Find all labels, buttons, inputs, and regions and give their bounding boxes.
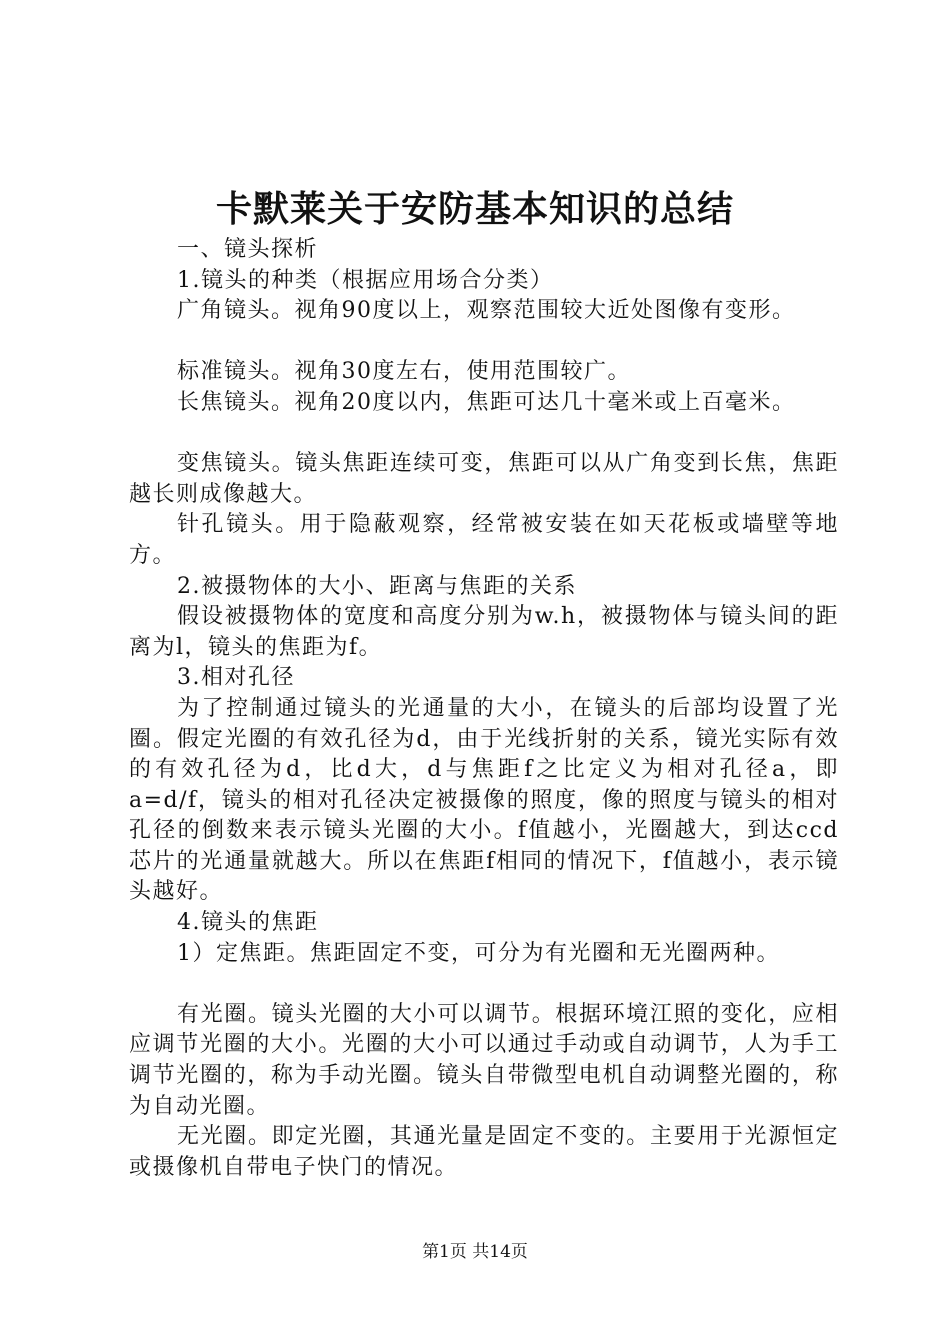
paragraph: 假设被摄物体的宽度和高度分别为w.h，被摄物体与镜头间的距离为l，镜头的焦距为f。 xyxy=(129,604,839,660)
subsection-heading: 1.镜头的种类（根据应用场合分类） xyxy=(177,267,554,293)
subsection-heading: 2.被摄物体的大小、距离与焦距的关系 xyxy=(177,573,577,599)
paragraph: 长焦镜头。视角20度以内，焦距可达几十毫米或上百毫米。 xyxy=(177,389,796,415)
blank-line xyxy=(129,969,839,1000)
paragraph: 变焦镜头。镜头焦距连续可变，焦距可以从广角变到长焦，焦距越长则成像越大。 xyxy=(129,451,839,507)
blank-line xyxy=(129,327,839,358)
paragraph: 1）定焦距。焦距固定不变，可分为有光圈和无光圈两种。 xyxy=(177,940,780,966)
page-footer: 第1页 共14页 xyxy=(422,1242,528,1262)
paragraph: 针孔镜头。用于隐蔽观察，经常被安装在如天花板或墙壁等地方。 xyxy=(129,512,839,568)
subsection-heading: 4.镜头的焦距 xyxy=(177,910,319,936)
paragraph: 为了控制通过镜头的光通量的大小，在镜头的后部均设置了光圈。假定光圈的有效孔径为d，由于光线折射的关系，镜光实际有效的有效孔径为d，比d大，d与焦距f之比定义为相对孔径a，即a=d/f，镜头的相对孔径决定被摄像的照度，像的照度与镜头的相对孔径的倒数来表示镜头光圈的大小。f值越小，光圈越大，到达ccd芯片的光通量就越大。所以在焦距f相同的情况下，f值越小，表示镜头越好。 xyxy=(129,695,839,905)
paragraph: 无光圈。即定光圈，其通光量是固定不变的。主要用于光源恒定或摄像机自带电子快门的情况。 xyxy=(129,1124,839,1180)
document-title: 卡默莱关于安防基本知识的总结 xyxy=(215,188,734,230)
paragraph: 有光圈。镜头光圈的大小可以调节。根据环境江照的变化，应相应调节光圈的大小。光圈的大小可以通过手动或自动调节，人为手工调节光圈的，称为手动光圈。镜头自带微型电机自动调整光圈的，称为自动光圈。 xyxy=(129,1001,839,1119)
document-body xyxy=(129,235,839,1183)
paragraph: 标准镜头。视角30度左右，使用范围较广。 xyxy=(177,359,631,385)
subsection-heading: 3.相对孔径 xyxy=(177,665,295,691)
section-heading: 一、镜头探析 xyxy=(177,237,319,262)
paragraph: 广角镜头。视角90度以上，观察范围较大近处图像有变形。 xyxy=(177,298,796,324)
blank-line xyxy=(129,419,839,450)
